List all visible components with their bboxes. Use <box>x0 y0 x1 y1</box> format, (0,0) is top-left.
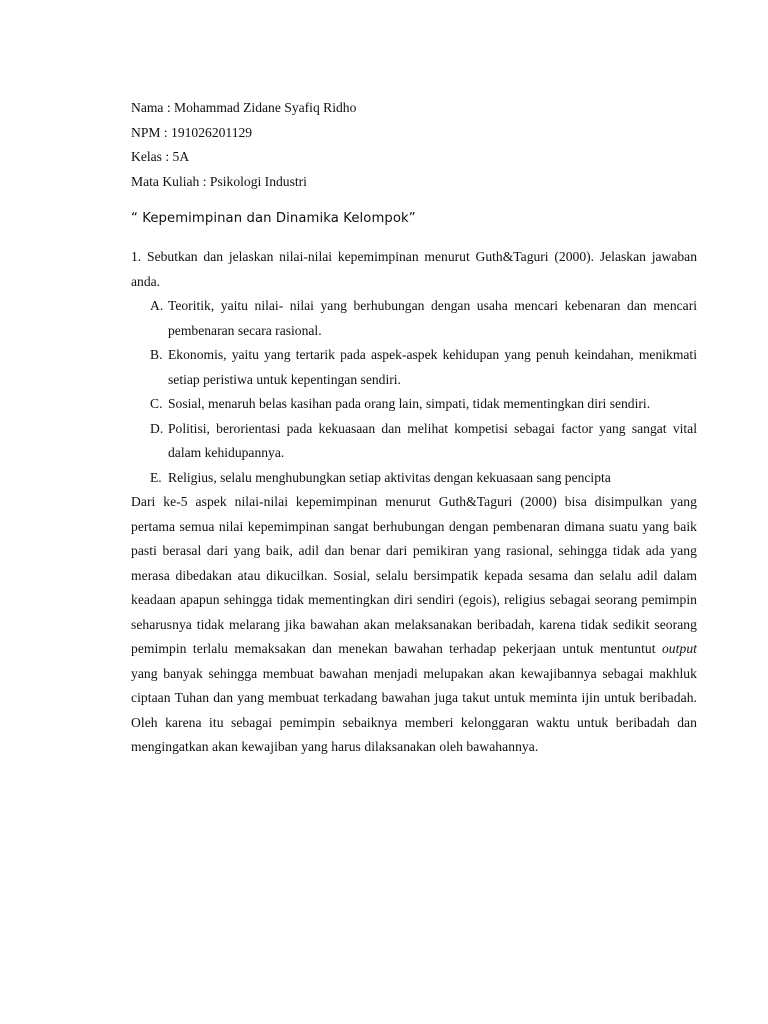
conclusion-text-part-2: yang banyak sehingga membuat bawahan menjadi melupakan akan kewajibannya sebagai makhluk ciptaan Tuhan dan yang membuat terkadang bawahan juga takut untuk meminta ijin untuk beribadah. Oleh karena itu sebagai pemimpin sebaiknya memberi kelonggaran waktu untuk beribadah dan mengingatkan akan kewajiban yang harus dilaksanakan oleh bawahannya. <box>131 665 697 754</box>
conclusion-text-part-1: Dari ke-5 aspek nilai-nilai kepemimpinan menurut Guth&Taguri (2000) bisa disimpulkan yang pertama semua nilai kepemimpinan sangat berhubungan dengan pembenaran dimana suatu yang baik pasti berasal dari yang baik, adil dan benar dari pemikiran yang rasional, sehingga tidak ada yang merasa dibedakan atau dikucilkan. Sosial, selalu bersimpatik kepada sesama dan selalu adil dalam keadaan apapun sehingga tidak mementingkan diri sendiri (egois), religius sebagai seorang pemimpin seharusnya tidak melarang jika bawahan akan melaksanakan beribadah, karena tidak sedikit seorang pemimpin terlalu memaksakan dan menekan bawahan terhadap pekerjaan untuk mentuntut <box>131 494 697 656</box>
option-marker: E. <box>150 469 162 485</box>
option-c <box>131 392 697 417</box>
student-name: Nama : Mohammad Zidane Syafiq Ridho <box>131 100 357 115</box>
option-text: Sosial, menaruh belas kasihan pada orang lain, simpati, tidak mementingkan diri sendiri. <box>168 396 651 411</box>
option-marker: B. <box>150 347 163 362</box>
question-text: 1. Sebutkan dan jelaskan nilai-nilai kepemimpinan menurut Guth&Taguri (2000). Jelaskan jawaban anda. <box>131 249 697 289</box>
answer-options-list <box>131 294 697 490</box>
option-text: Teoritik, yaitu nilai- nilai yang berhubungan dengan usaha mencari kebenaran dan mencari pembenaran secara rasional. <box>168 298 697 338</box>
conclusion-italic-term: output <box>661 641 697 656</box>
student-class: Kelas : 5A <box>131 149 190 164</box>
course-name: Mata Kuliah : Psikologi Industri <box>131 173 307 189</box>
option-text: Politisi, berorientasi pada kekuasaan dan melihat kompetisi sebagai factor yang sangat vital dalam kehidupannya. <box>168 420 697 460</box>
option-marker: A. <box>150 298 164 313</box>
document-content <box>131 96 697 760</box>
student-npm: NPM : 191026201129 <box>131 124 253 140</box>
option-e <box>131 466 697 491</box>
conclusion-paragraph <box>131 490 697 760</box>
document-title: “ Kepemimpinan dan Dinamika Kelompok” <box>131 211 416 226</box>
option-marker: C. <box>150 396 163 411</box>
option-a <box>131 294 697 343</box>
option-text: Ekonomis, yaitu yang tertarik pada aspek-aspek kehidupan yang penuh keindahan, menikmati setiap peristiwa untuk kepentingan sendiri. <box>168 347 697 387</box>
option-b <box>131 343 697 392</box>
option-marker: D. <box>150 420 164 436</box>
option-text: Religius, selalu menghubungkan setiap aktivitas dengan kekuasaan sang pencipta <box>168 469 611 485</box>
option-d <box>131 417 697 466</box>
